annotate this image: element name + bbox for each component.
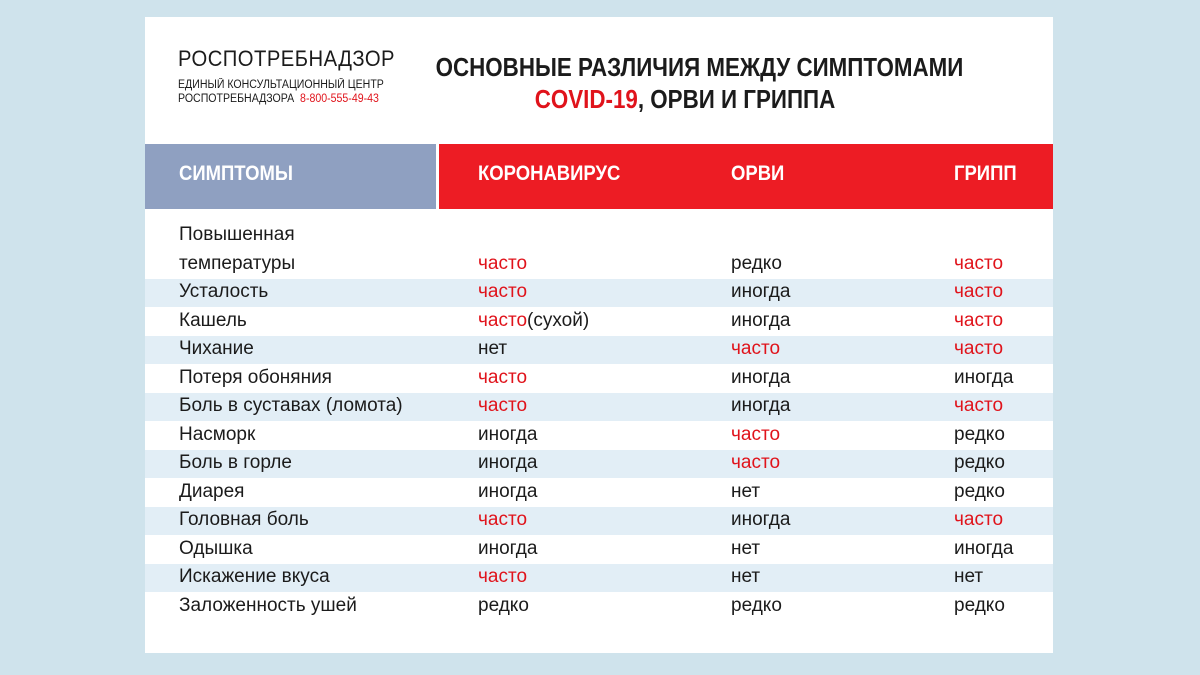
- flu-frequency: редко: [954, 480, 1005, 502]
- covid-frequency: нет: [478, 338, 508, 359]
- symptom-name: Насморк: [179, 423, 256, 445]
- covid-note: (сухой): [527, 309, 590, 331]
- flu-frequency: нет: [954, 566, 984, 587]
- flu-frequency: иногда: [954, 537, 1014, 559]
- orvi-frequency: часто: [731, 338, 781, 359]
- page-title: [435, 51, 964, 115]
- orvi-frequency: иногда: [731, 281, 791, 302]
- flu-frequency: часто: [954, 281, 1004, 302]
- flu-frequency: редко: [954, 423, 1005, 445]
- flu-frequency: часто: [954, 395, 1004, 416]
- title-line2: [436, 83, 935, 115]
- orvi-frequency: иногда: [731, 509, 791, 530]
- covid-frequency: иногда: [478, 423, 538, 445]
- symptom-name: Головная боль: [179, 509, 309, 530]
- symptom-comparison-card: [145, 17, 1053, 653]
- symptom-name: Чихание: [179, 338, 254, 359]
- symptom-name: Потеря обоняния: [179, 366, 332, 388]
- flu-frequency: редко: [954, 452, 1005, 473]
- covid-frequency: иногда: [478, 480, 538, 502]
- symptom-name: Повышенная: [179, 224, 295, 245]
- title-line1: ОСНОВНЫЕ РАЗЛИЧИЯ МЕЖДУ СИМПТОМАМИ: [435, 52, 964, 82]
- org-subtitle-line2: [178, 92, 395, 106]
- covid-frequency: часто: [478, 566, 528, 587]
- orvi-frequency: иногда: [731, 395, 791, 416]
- symptom-name: температуры: [179, 252, 296, 274]
- symptom-name: Усталость: [179, 281, 269, 302]
- symptom-name: Искажение вкуса: [179, 566, 330, 587]
- covid-frequency: часто: [478, 395, 528, 416]
- org-subtitle: [178, 78, 395, 106]
- covid-frequency: часто: [478, 366, 528, 388]
- orvi-frequency: нет: [731, 480, 761, 502]
- flu-frequency: редко: [954, 594, 1005, 616]
- symptom-name: Одышка: [179, 537, 253, 559]
- covid-frequency: часто: [478, 509, 528, 530]
- header-flu: ГРИПП: [954, 162, 1017, 185]
- orvi-frequency: иногда: [731, 309, 791, 331]
- orvi-frequency: иногда: [731, 366, 791, 388]
- covid-frequency: часто: [478, 252, 528, 274]
- header-orvi: ОРВИ: [731, 162, 785, 185]
- orvi-frequency: редко: [731, 594, 782, 616]
- title-covid: COVID-19: [534, 84, 638, 114]
- orvi-frequency: часто: [731, 423, 781, 445]
- flu-frequency: часто: [954, 252, 1004, 274]
- org-block: [178, 46, 414, 106]
- flu-frequency: иногда: [954, 366, 1014, 388]
- covid-frequency: иногда: [478, 452, 538, 473]
- flu-frequency: часто: [954, 509, 1004, 530]
- covid-frequency: часто(сухой): [478, 309, 590, 331]
- orvi-frequency: нет: [731, 537, 761, 559]
- org-name: РОСПОТРЕБНАДЗОР: [178, 46, 395, 71]
- orvi-frequency: редко: [731, 252, 782, 274]
- header-symptoms: СИМПТОМЫ: [179, 162, 294, 185]
- hotline-phone: 8-800-555-49-43: [300, 93, 379, 105]
- header-coronavirus: КОРОНАВИРУС: [478, 162, 621, 185]
- orvi-frequency: нет: [731, 566, 761, 587]
- symptom-name: Боль в горле: [179, 452, 292, 473]
- flu-frequency: часто: [954, 309, 1004, 331]
- symptom-name: Заложенность ушей: [179, 594, 357, 616]
- symptom-name: Боль в суставах (ломота): [179, 395, 403, 416]
- covid-frequency: редко: [478, 594, 529, 616]
- symptom-name: Диарея: [179, 480, 245, 502]
- symptom-name: Кашель: [179, 309, 247, 331]
- covid-frequency: иногда: [478, 537, 538, 559]
- org-subtitle-line2-text: РОСПОТРЕБНАДЗОРА: [178, 93, 295, 105]
- org-subtitle-line1: ЕДИНЫЙ КОНСУЛЬТАЦИОННЫЙ ЦЕНТР: [178, 79, 384, 91]
- table-row-stripe: [145, 336, 1053, 364]
- orvi-frequency: часто: [731, 452, 781, 473]
- flu-frequency: часто: [954, 338, 1004, 359]
- covid-frequency: часто: [478, 281, 528, 302]
- title-line2-rest: , ОРВИ И ГРИППА: [637, 84, 836, 114]
- table-row-stripe: [145, 279, 1053, 307]
